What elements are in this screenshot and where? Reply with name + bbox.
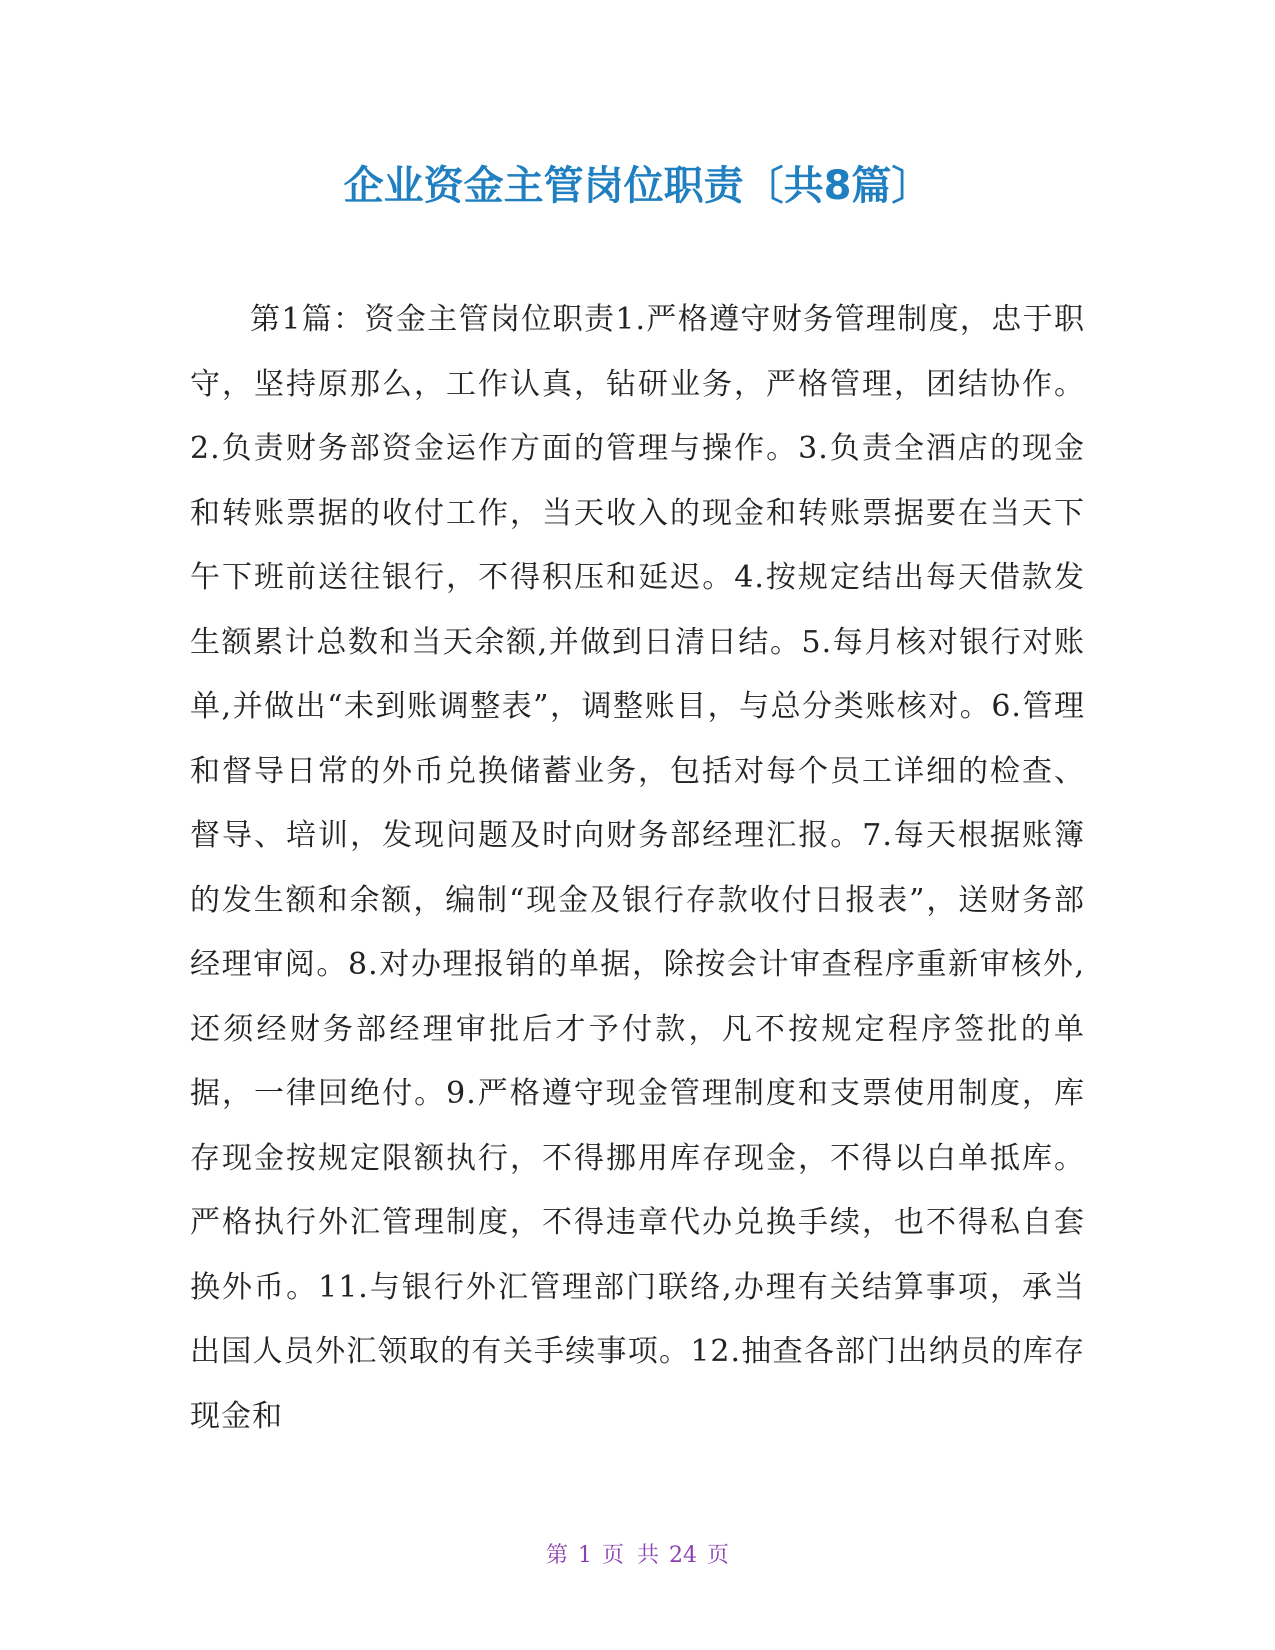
document-title: 企业资金主管岗位职责〔共8篇〕	[343, 163, 932, 209]
footer-total-pages: 24	[669, 1543, 697, 1568]
footer-page-number: 1	[578, 1543, 592, 1568]
document-body: 第1篇：资金主管岗位职责1.严格遵守财务管理制度，忠于职守，坚持原那么，工作认真，钻研业务，严格管理，团结协作。2.负责财务部资金运作方面的管理与操作。3.负责全酒店的现金和转账票据的收付工作，当天收入的现金和转账票据要在当天下午下班前送往银行，不得积压和延迟。4.按规定结出每天借款发生额累计总数和当天余额,并做到日清日结。5.每月核对银行对账单,并做出“未到账调整表”，调整账目，与总分类账核对。6.管理和督导日常的外币兑换储蓄业务，包括对每个员工详细的检查、督导、培训，发现问题及时向财务部经理汇报。7.每天根据账簿的发生额和余额，编制“现金及银行存款收付日报表”，送财务部经理审阅。8.对办理报销的单据，除按会计审查程序重新审核外,还须经财务部经理审批后才予付款，凡不按规定程序签批的单据，一律回绝付。9.严格遵守现金管理制度和支票使用制度，库存现金按规定限额执行，不得挪用库存现金，不得以白单抵库。严格执行外汇管理制度，不得违章代办兑换手续，也不得私自套换外币。11.与银行外汇管理部门联络,办理有关结算事项，承当出国人员外汇领取的有关手续事项。12.抽查各部门出纳员的库存现金和	[190, 302, 1085, 1434]
footer-suffix: 页	[707, 1543, 730, 1568]
page-footer	[0, 1538, 1275, 1569]
footer-prefix: 第	[545, 1543, 568, 1568]
footer-middle: 页 共	[602, 1543, 659, 1568]
